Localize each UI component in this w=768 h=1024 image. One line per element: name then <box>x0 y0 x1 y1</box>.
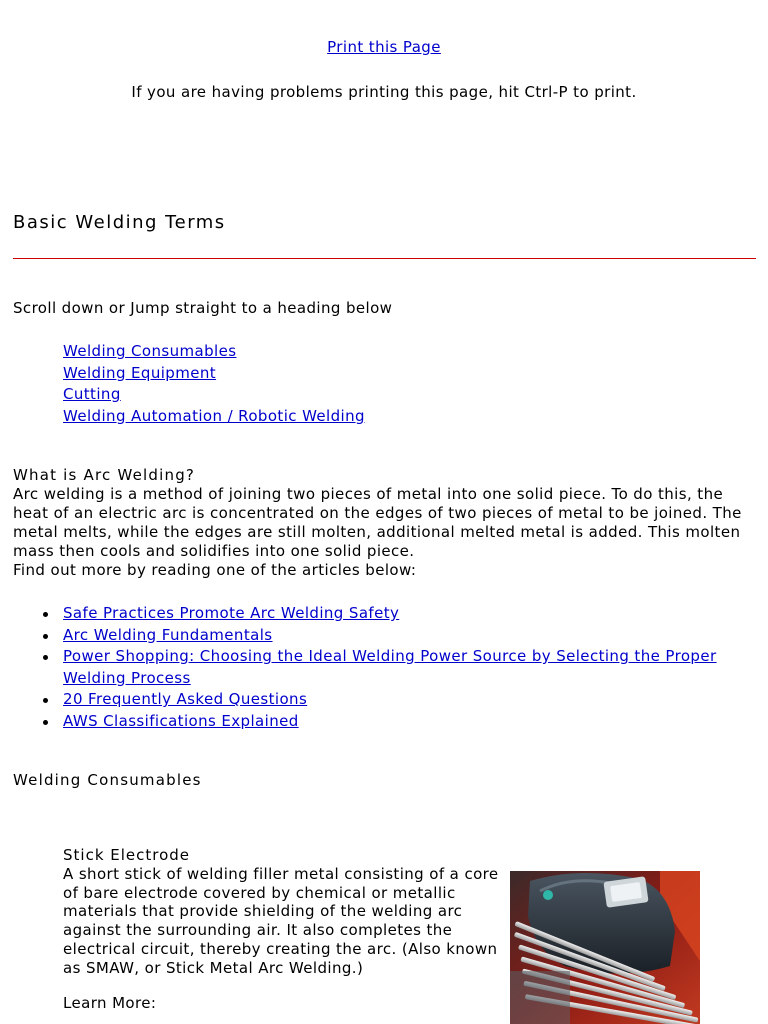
arc-welding-heading: What is Arc Welding? <box>13 466 196 484</box>
jump-intro-text: Scroll down or Jump straight to a heading below <box>13 299 393 317</box>
welding-consumables-heading: Welding Consumables <box>13 771 202 789</box>
welding-helmet-photo <box>510 871 700 1024</box>
jump-item <box>63 363 365 385</box>
print-page-link[interactable]: Print this Page <box>327 38 441 56</box>
list-item <box>63 646 743 689</box>
jump-links-list <box>63 341 365 427</box>
jump-link-cutting[interactable]: Cutting <box>63 385 121 403</box>
arc-welding-section <box>13 466 756 580</box>
stick-electrode-heading: Stick Electrode <box>63 846 191 864</box>
list-item <box>63 711 743 733</box>
article-link-faq[interactable]: 20 Frequently Asked Questions <box>63 690 308 708</box>
jump-link-welding-equipment[interactable]: Welding Equipment <box>63 363 217 382</box>
title-divider <box>13 258 756 259</box>
jump-item <box>63 406 365 428</box>
list-item <box>63 689 743 711</box>
arc-welding-body: Arc welding is a method of joining two pieces of metal into one solid piece. To do this, the heat of an electric arc is concentrated on the edges of two pieces of metal to be joined. The metal melts, while the edges are still molten, additional melted metal is added. This molten mass then cools and solidifies into one solid piece. <box>13 485 742 560</box>
find-more-text: Find out more by reading one of the articles below: <box>13 561 417 579</box>
article-link-power-shopping[interactable]: Power Shopping: Choosing the Ideal Welding Power Source by Selecting the Proper Welding Process <box>63 647 717 687</box>
article-link-safe-practices[interactable]: Safe Practices Promote Arc Welding Safety <box>63 604 400 622</box>
stick-electrode-section <box>63 846 503 1012</box>
jump-item <box>63 384 365 406</box>
page-title: Basic Welding Terms <box>13 212 226 233</box>
list-item <box>63 625 743 647</box>
jump-item <box>63 341 365 363</box>
article-list <box>63 603 743 732</box>
print-help-text: If you are having problems printing this page, hit Ctrl-P to print. <box>131 83 637 101</box>
jump-link-welding-automation[interactable]: Welding Automation / Robotic Welding <box>63 406 365 425</box>
article-link-aws-classifications[interactable]: AWS Classifications Explained <box>63 711 299 730</box>
stick-electrode-body: A short stick of welding filler metal consisting of a core of bare electrode covered by chemical or metallic materials that provide shielding of the welding arc against the surrounding air. It also completes the electrical circuit, thereby creating the arc. (Also known as SMAW, or Stick Metal Arc Welding.) <box>63 864 499 977</box>
jump-link-welding-consumables[interactable]: Welding Consumables <box>63 342 237 360</box>
list-item <box>63 603 743 625</box>
learn-more-label: Learn More: <box>63 993 157 1012</box>
article-link-arc-welding-fundamentals[interactable]: Arc Welding Fundamentals <box>63 625 273 644</box>
